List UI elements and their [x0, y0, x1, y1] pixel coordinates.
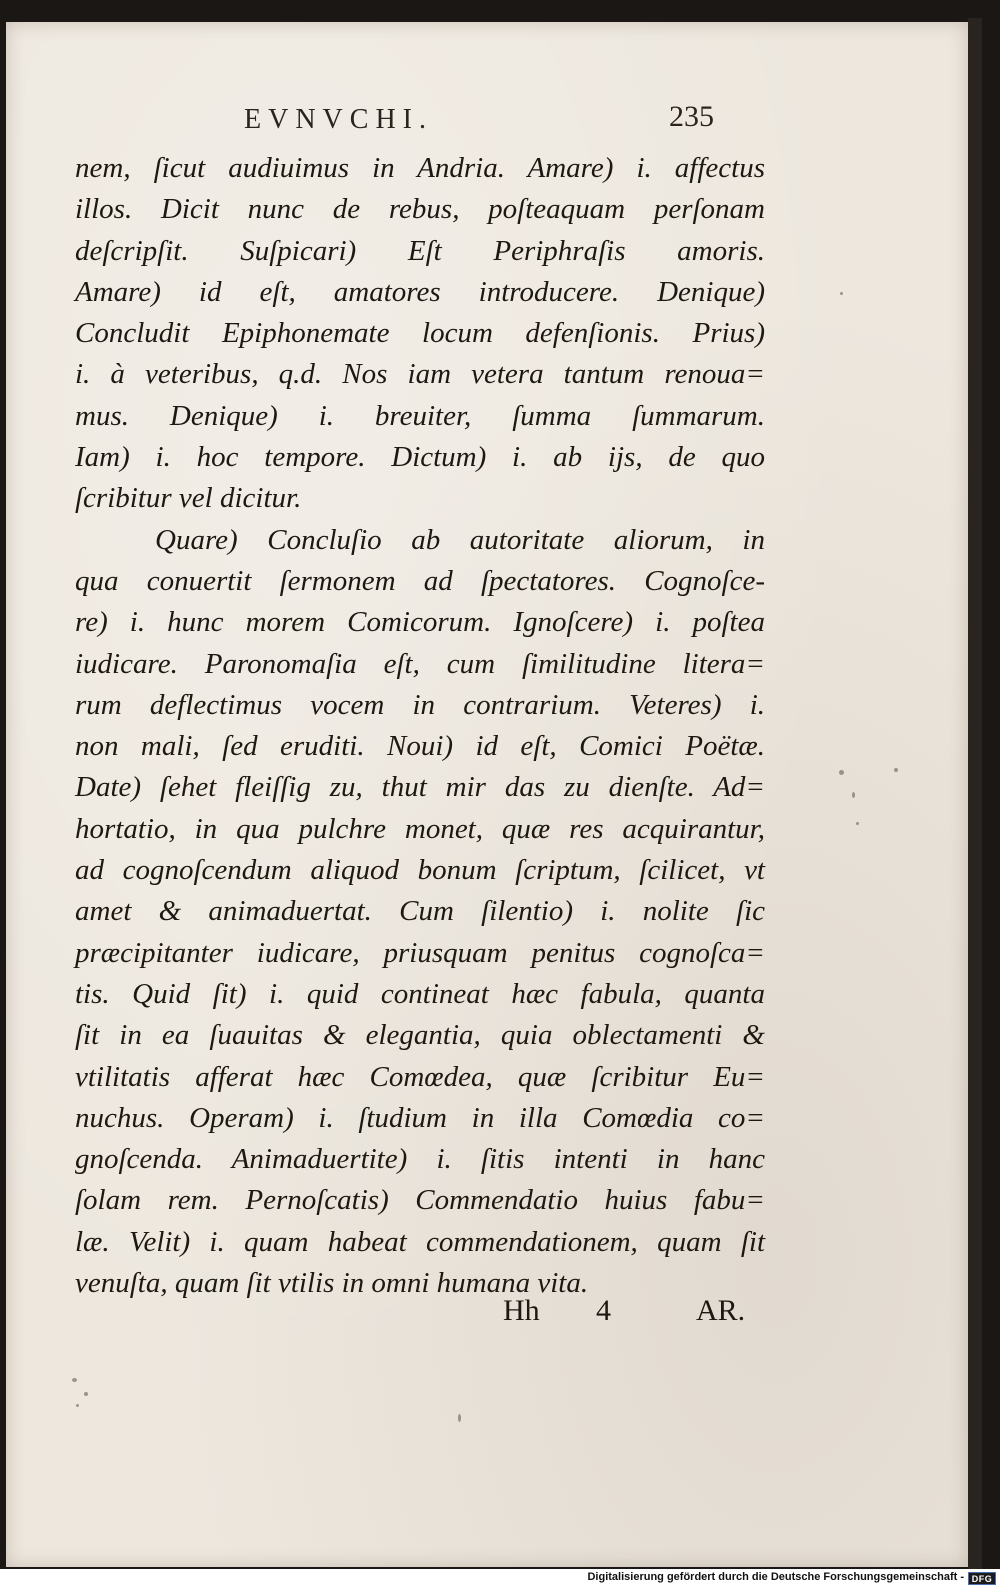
text-line: ſolam rem. Pernoſcatis) Commendatio huius fabu=: [75, 1184, 765, 1217]
running-head-title: EVNVCHI.: [244, 104, 433, 135]
text-line: deſcripſit. Suſpicari) Eſt Periphraſis amoris.: [75, 234, 765, 267]
text-line: Date) ſehet fleiſſig zu, thut mir das zu dienſte. Ad=: [75, 771, 765, 804]
text-line: Quare) Concluſio ab autoritate aliorum, in: [155, 523, 765, 556]
paper-speck: [84, 1392, 88, 1396]
text-line: qua conuertit ſermonem ad ſpectatores. Cognoſce-: [75, 564, 765, 597]
page-edge: [968, 18, 982, 1571]
text-line: ſit in ea ſuauitas & elegantia, quia oblectamenti &: [75, 1019, 765, 1052]
signature-line: [6, 1294, 968, 1334]
footer-bar: [0, 1569, 1000, 1589]
signature-number: 4: [596, 1294, 611, 1327]
paper-speck: [840, 292, 843, 295]
paper-speck: [894, 768, 898, 772]
body-text: [75, 148, 765, 1304]
signature-mark: Hh: [503, 1294, 540, 1327]
text-line: ad cognoſcendum aliquod bonum ſcriptum, ſcilicet, vt: [75, 854, 765, 887]
paper-speck: [839, 770, 844, 775]
text-line: iudicare. Paronomaſia eſt, cum ſimilitudine litera=: [75, 647, 765, 680]
text-line: non mali, ſed eruditi. Noui) id eſt, Comici Poëtæ.: [75, 730, 765, 763]
text-line: illos. Dicit nunc de rebus, poſteaquam perſonam: [75, 193, 765, 226]
paper-speck: [852, 792, 855, 798]
catchword: AR.: [696, 1294, 746, 1327]
funding-credit: Digitalisierung gefördert durch die Deutsche Forschungsgemeinschaft -: [587, 1571, 964, 1583]
text-line: hortatio, in qua pulchre monet, quæ res acquirantur,: [75, 812, 765, 845]
paper-speck: [458, 1414, 461, 1422]
text-line: præcipitanter iudicare, priusquam penitus cognoſca=: [75, 936, 765, 969]
text-line: re) i. hunc morem Comicorum. Ignoſcere) i. poſtea: [75, 606, 765, 639]
text-line: rum deflectimus vocem in contrarium. Veteres) i.: [75, 688, 765, 721]
text-line: venuſta, quam ſit vtilis in omni humana vita.: [75, 1267, 589, 1300]
text-line: læ. Velit) i. quam habeat commendationem, quam ſit: [75, 1225, 765, 1258]
paper-speck: [856, 822, 859, 825]
text-line: mus. Denique) i. breuiter, ſumma ſummarum.: [75, 399, 765, 432]
text-line: gnoſcenda. Animaduertite) i. ſitis intenti in hanc: [75, 1143, 765, 1176]
paper-speck: [72, 1378, 77, 1382]
book-page: [6, 22, 968, 1567]
running-head: [6, 86, 968, 136]
text-line: tis. Quid ſit) i. quid contineat hæc fabula, quanta: [75, 977, 765, 1010]
text-line: Concludit Epiphonemate locum defenſionis. Prius): [75, 317, 765, 350]
page-number: 235: [669, 100, 714, 133]
text-line: i. à veteribus, q.d. Nos iam vetera tantum renoua=: [75, 358, 765, 391]
text-line: amet & animaduertat. Cum ſilentio) i. nolite ſic: [75, 895, 765, 928]
text-line: ſcribitur vel dicitur.: [75, 482, 302, 515]
text-line: nuchus. Operam) i. ſtudium in illa Comœdia co=: [75, 1101, 765, 1134]
text-line: Iam) i. hoc tempore. Dictum) i. ab ijs, de quo: [75, 441, 765, 474]
paper-speck: [76, 1404, 79, 1407]
dfg-logo-icon: DFG: [968, 1572, 996, 1585]
text-line: Amare) id eſt, amatores introducere. Denique): [75, 275, 765, 308]
text-line: nem, ſicut audiuimus in Andria. Amare) i. affectus: [75, 152, 765, 184]
text-line: vtilitatis afferat hæc Comœdea, quæ ſcribitur Eu=: [75, 1060, 765, 1093]
